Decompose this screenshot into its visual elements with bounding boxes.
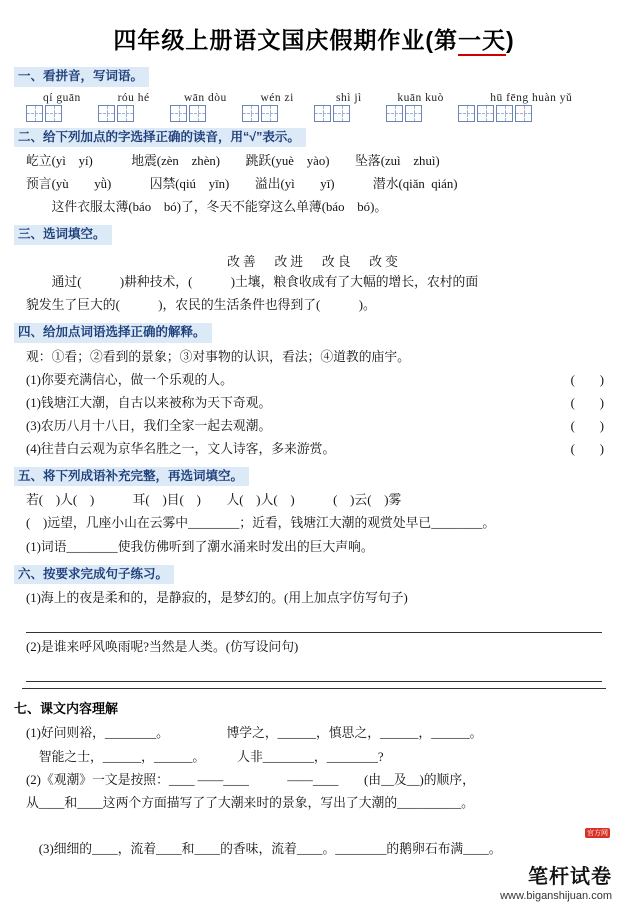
section-head-2: 二、给下列加点的字选择正确的读音，用“√”表示。 [14,128,306,148]
tianzige-cell[interactable] [189,105,206,122]
brand-url: www.biganshijuan.com [500,890,612,902]
answer-paren[interactable]: ( ) [570,372,610,387]
title-prefix: 四年级上册语文国庆假期作业(第 [113,27,458,53]
tianzige-cell[interactable] [314,105,331,122]
tianzige-cell[interactable] [117,105,134,122]
pinyin-cell: hū fēng huàn yǔ [490,91,573,104]
write-line[interactable] [26,667,602,682]
answer-paren[interactable]: ( ) [570,395,610,410]
question-row [26,415,610,438]
question-text: (1)钱塘江大潮，自古以来被称为天下奇观。 [26,395,272,410]
section2-line-3: 这件衣服太薄(báo bó)了，冬天不能穿这么单薄(báo bó)。 [26,200,388,215]
pinyin-cell: wén zi [260,91,294,104]
tianzige-group[interactable] [386,105,458,122]
answer-paren[interactable]: ( ) [570,418,610,433]
tianzige-cell[interactable] [515,105,532,122]
tianzige-cell[interactable] [386,105,403,122]
tianzige-cell[interactable] [170,105,187,122]
tianzige-row [26,105,628,122]
section5-line-3: (1)词语________使我仿佛听到了潮水涌来时发出的巨大声响。 [26,539,374,554]
pinyin-cell: shì jì [336,91,362,104]
question-text: (1)你要充满信心，做一个乐观的人。 [26,372,233,387]
tianzige-cell[interactable] [477,105,494,122]
question-row [26,392,610,415]
pinyin-cell: róu hé [117,91,150,104]
tianzige-cell[interactable] [98,105,115,122]
pinyin-cell: qí guān [43,91,81,104]
watermark-brand [500,829,612,902]
tianzige-group[interactable] [314,105,386,122]
pinyin-cell: wān dòu [183,91,227,104]
tianzige-cell[interactable] [242,105,259,122]
section-head-3: 三、选词填空。 [14,225,112,245]
section7-line-5-text: (3)细细的____，流着____和____的香味，流着____。________的鹅卵石布满____。 [38,841,502,856]
title-highlight: 一天 [458,27,506,56]
question-text: (3)农历八月十八日，我们全家一起去观潮。 [26,418,272,433]
worksheet-page [0,22,628,912]
brand-name: 笔杆试卷 [528,866,612,888]
title-suffix: ) [506,27,515,53]
section-head-5: 五、将下列成语补充完整，再选词填空。 [14,467,249,487]
divider [22,688,606,689]
tianzige-group[interactable] [26,105,98,122]
question-text: (4)往昔白云观为京华名胜之一，文人诗客，多来游赏。 [26,441,336,456]
section7-line-3: (2)《观潮》一文是按照：____ ——____ ——____ (由__及__)的顺序， [26,772,475,787]
tianzige-cell[interactable] [458,105,475,122]
tianzige-group[interactable] [170,105,242,122]
tianzige-cell[interactable] [496,105,513,122]
section3-line-2: 貌发生了巨大的( )，农民的生活条件也得到了( )。 [26,298,376,312]
tianzige-cell[interactable] [45,105,62,122]
answer-paren[interactable]: ( ) [570,441,610,456]
section3-line-1: 通过( )耕种技术，( )土壤，粮食收成有了大幅的增长，农村的面 [26,274,479,289]
section2-line-2: 预言(yù yǜ) 囚禁(qiú yīn) 溢出(yì yī) 潜水(qiǎn qián) [26,177,458,192]
brand-tag: 官方网 [587,829,608,837]
tianzige-cell[interactable] [405,105,422,122]
pinyin-cell: kuān kuò [397,91,444,104]
section-head-4: 四、给加点词语选择正确的解释。 [14,323,212,343]
question-row [26,369,610,392]
page-title [0,22,628,55]
section7-line-2: 智能之士，______，______。 人非________，________? [26,749,384,764]
section7-line-4: 从____和____这两个方面描写了了大潮来时的景象，写出了大潮的__________。 [26,795,474,810]
section-head-7: 七、课文内容理解 [14,701,119,717]
section6-item-2: (2)是谁来呼风唤雨呢?当然是人类。(仿写设问句) [26,640,299,655]
pinyin-row [26,92,606,104]
section-head-6: 六、按要求完成句子练习。 [14,565,174,585]
section5-line-1: 若( )人( ) 耳( )目( ) 人( )人( ) ( )云( )雾 [26,493,402,508]
section5-line-2: ( )远望，几座小山在云雾中________；近看，钱塘江大潮的观赏处早已________。 [26,516,496,531]
write-line[interactable] [26,618,602,633]
section6-item-1: (1)海上的夜是柔和的，是静寂的，是梦幻的。(用上加点字仿写句子) [26,591,408,606]
question-row [26,438,610,461]
tianzige-cell[interactable] [261,105,278,122]
section2-line-1: 屹立(yì yí) 地震(zèn zhèn) 跳跃(yuè yào) 坠落(zuì zhuì) [26,154,440,169]
tianzige-group[interactable] [458,105,618,122]
section-head-1: 一、看拼音，写词语。 [14,67,149,87]
section4-lead: 观：①看；②看到的景象；③对事物的认识，看法；④道教的庙宇。 [26,349,410,364]
tianzige-cell[interactable] [333,105,350,122]
tianzige-cell[interactable] [26,105,43,122]
tianzige-group[interactable] [242,105,314,122]
word-bank: 改善 改进 改良 改变 [227,254,401,269]
tianzige-group[interactable] [98,105,170,122]
section7-line-1: (1)好问则裕，________。 博学之，______，慎思之，______，______。 [26,726,483,741]
